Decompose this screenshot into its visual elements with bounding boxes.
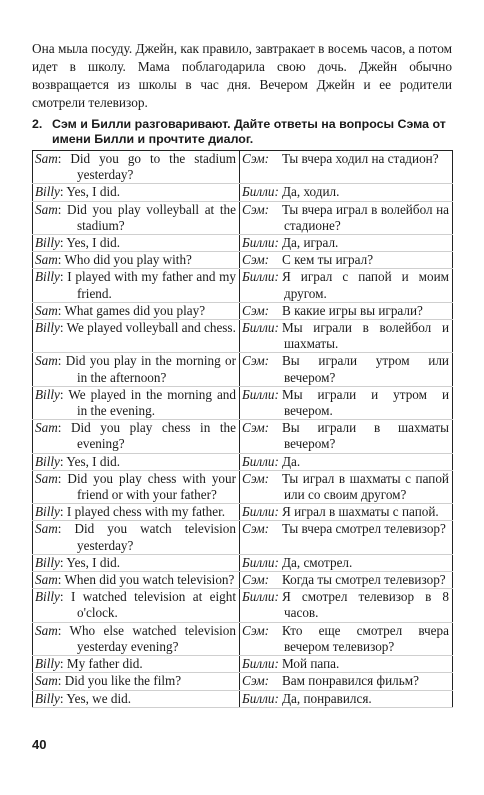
english-line: Sam: Did you play in the morning or in the afternoon?	[33, 353, 240, 386]
english-line: Billy: Yes, I did.	[33, 235, 240, 252]
english-line: Sam: Who did you play with?	[33, 252, 240, 269]
speaker-name-ru: Билли:	[242, 453, 279, 469]
russian-text: Мы играли в волейбол и шахматы.	[282, 320, 449, 352]
speaker-name-ru: Билли:	[242, 184, 279, 200]
english-text: Did you watch television yesterday?	[74, 521, 236, 553]
speaker-name: Billy	[35, 453, 60, 469]
russian-line	[240, 504, 453, 521]
english-text: Who did you play with?	[64, 252, 192, 268]
speaker-name: Billy	[35, 656, 60, 672]
speaker-name-ru: Сэм:	[242, 470, 270, 486]
speaker-name-ru: Сэм:	[242, 420, 270, 436]
speaker-name-ru: Сэм:	[242, 353, 270, 369]
dialog-row	[33, 504, 453, 521]
speaker-name-ru: Сэм:	[242, 151, 270, 166]
speaker-name: Billy	[35, 269, 60, 285]
russian-text: Ты вчера смотрел телевизор?	[282, 521, 446, 537]
russian-line	[240, 572, 453, 589]
english-text: Who else watched television yesterday evening?	[69, 622, 236, 654]
speaker-name-ru: Билли:	[242, 589, 279, 605]
english-line: Billy: I played with my father and my friend.	[33, 269, 240, 302]
english-line: Billy: We played volleyball and chess.	[33, 320, 240, 353]
russian-text: Я играл с папой и моим другом.	[282, 269, 449, 301]
english-text: We played volleyball and chess.	[66, 320, 236, 336]
russian-line	[240, 554, 453, 571]
english-line: Billy: We played in the morning and in the evening.	[33, 386, 240, 419]
russian-line	[240, 184, 453, 201]
dialog-row	[33, 302, 453, 319]
russian-text: Кто еще смотрел вчера вечером телевизор?	[282, 622, 449, 654]
english-line: Sam: When did you watch television?	[33, 572, 240, 589]
russian-text: Ты вчера ходил на стадион?	[282, 151, 439, 166]
speaker-name: Billy	[35, 184, 60, 200]
english-text: Yes, we did.	[66, 690, 131, 706]
russian-line	[240, 235, 453, 252]
russian-text: Ты играл в шахматы с папой или со своим другом?	[282, 470, 449, 503]
speaker-name-ru: Сэм:	[242, 302, 270, 318]
english-line: Sam: Did you play volleyball at the stadium?	[33, 201, 240, 234]
english-line: Sam: Who else watched television yesterday evening?	[33, 622, 240, 655]
speaker-name: Sam	[35, 572, 58, 588]
english-text: Did you go to the stadium yesterday?	[70, 151, 236, 183]
english-line: Sam: What games did you play?	[33, 302, 240, 319]
speaker-name: Sam	[35, 353, 58, 369]
speaker-name: Sam	[35, 622, 58, 638]
speaker-name: Billy	[35, 589, 60, 605]
russian-text: В какие игры вы играли?	[282, 302, 423, 318]
speaker-name-ru: Сэм:	[242, 673, 270, 689]
russian-line	[240, 521, 453, 554]
speaker-name: Billy	[35, 320, 60, 336]
english-text: Yes, I did.	[66, 184, 121, 200]
russian-line	[240, 252, 453, 269]
russian-text: Да, смотрел.	[282, 554, 353, 570]
russian-line	[240, 420, 453, 453]
english-line: Sam: Did you play chess with your friend or with your father?	[33, 470, 240, 503]
russian-line	[240, 656, 453, 673]
speaker-name: Billy	[35, 235, 60, 251]
speaker-name-ru: Билли:	[242, 554, 279, 570]
english-text: Did you play chess in the evening?	[70, 420, 236, 452]
russian-line	[240, 302, 453, 319]
speaker-name-ru: Сэм:	[242, 252, 270, 268]
speaker-name: Sam	[35, 470, 58, 486]
speaker-name: Sam	[35, 521, 58, 537]
dialog-row	[33, 622, 453, 655]
speaker-name-ru: Сэм:	[242, 521, 270, 537]
english-line: Sam: Did you go to the stadium yesterday?	[33, 151, 240, 184]
speaker-name-ru: Сэм:	[242, 622, 270, 638]
speaker-name-ru: Билли:	[242, 690, 279, 706]
english-text: Yes, I did.	[66, 235, 121, 251]
russian-text: Ты вчера играл в волейбол на стадионе?	[282, 201, 449, 233]
russian-text: Да, ходил.	[282, 184, 340, 200]
speaker-name: Sam	[35, 673, 58, 689]
english-line: Billy: Yes, I did.	[33, 184, 240, 201]
russian-line	[240, 386, 453, 419]
speaker-name-ru: Сэм:	[242, 201, 270, 217]
page-number: 40	[32, 737, 47, 752]
dialog-row	[33, 420, 453, 453]
russian-text: Да, понравился.	[282, 690, 372, 706]
russian-text: Мой папа.	[282, 656, 340, 672]
english-text: I watched television at eight o'clock.	[70, 589, 236, 621]
speaker-name: Sam	[35, 302, 58, 318]
russian-line	[240, 151, 453, 184]
english-text: Did you play chess with your friend or with your father?	[67, 470, 237, 503]
task-number: 2.	[32, 117, 43, 131]
dialog-row	[33, 554, 453, 571]
dialog-row	[33, 656, 453, 673]
speaker-name: Billy	[35, 504, 60, 520]
dialog-row	[33, 184, 453, 201]
speaker-name-ru: Билли:	[242, 235, 279, 251]
dialog-row	[33, 252, 453, 269]
dialog-row	[33, 453, 453, 470]
english-text: Did you play volleyball at the stadium?	[67, 201, 236, 233]
english-text: What games did you play?	[64, 302, 206, 318]
speaker-name: Sam	[35, 420, 58, 436]
russian-line	[240, 320, 453, 353]
russian-line	[240, 353, 453, 386]
speaker-name-ru: Билли:	[242, 386, 279, 402]
english-line: Sam: Did you watch television yesterday?	[33, 521, 240, 554]
russian-text: Когда ты смотрел телевизор?	[282, 572, 446, 588]
english-text: Did you like the film?	[64, 673, 182, 689]
russian-line	[240, 453, 453, 470]
dialog-table	[32, 150, 453, 708]
russian-text: Мы играли и утром и вечером.	[282, 386, 449, 419]
speaker-name: Billy	[35, 554, 60, 570]
speaker-name: Sam	[35, 252, 58, 268]
speaker-name-ru: Сэм:	[242, 572, 270, 588]
dialog-row	[33, 673, 453, 690]
english-line: Billy: I watched television at eight o'clock.	[33, 589, 240, 622]
english-text: Yes, I did.	[66, 453, 121, 469]
russian-line	[240, 201, 453, 234]
speaker-name: Sam	[35, 151, 58, 166]
russian-text: Вы играли утром или вечером?	[282, 353, 449, 385]
english-text: I played with my father and my friend.	[67, 269, 236, 301]
dialog-row	[33, 572, 453, 589]
russian-text: Я играл в шахматы с папой.	[282, 504, 439, 520]
russian-text: Да, играл.	[282, 235, 339, 251]
russian-text: С кем ты играл?	[282, 252, 374, 268]
english-line: Sam: Did you play chess in the evening?	[33, 420, 240, 453]
speaker-name: Billy	[35, 386, 60, 402]
speaker-name: Sam	[35, 201, 58, 217]
english-line: Billy: Yes, I did.	[33, 453, 240, 470]
dialog-row	[33, 235, 453, 252]
russian-text: Да.	[282, 453, 301, 469]
dialog-row	[33, 470, 453, 503]
speaker-name-ru: Билли:	[242, 269, 279, 285]
english-text: I played chess with my father.	[66, 504, 226, 520]
english-text: When did you watch television?	[64, 572, 235, 588]
dialog-row	[33, 201, 453, 234]
russian-line	[240, 589, 453, 622]
intro-paragraph: Она мыла посуду. Джейн, как правило, завтракает в восемь часов, а потом идет в школу. Мама поблагодарила свою дочь. Джейн обычно возвращается из школы в час дня. Вечером Джейн и ее родители смотрели телевизор.	[32, 41, 453, 110]
dialog-row	[33, 690, 453, 707]
dialog-row	[33, 353, 453, 386]
english-text: Did you play in the morning or in the afternoon?	[65, 353, 236, 385]
english-line: Billy: Yes, I did.	[33, 554, 240, 571]
speaker-name: Billy	[35, 690, 60, 706]
english-line: Billy: Yes, we did.	[33, 690, 240, 707]
english-line: Billy: My father did.	[33, 656, 240, 673]
russian-text: Вам понравился фильм?	[282, 673, 419, 689]
speaker-name-ru: Билли:	[242, 320, 279, 336]
dialog-row	[33, 386, 453, 419]
russian-line	[240, 690, 453, 707]
russian-line	[240, 622, 453, 655]
russian-line	[240, 269, 453, 302]
speaker-name-ru: Билли:	[242, 656, 279, 672]
dialog-row	[33, 269, 453, 302]
english-text: We played in the morning and in the evening.	[68, 386, 236, 419]
dialog-row	[33, 521, 453, 554]
russian-line	[240, 673, 453, 690]
task-heading	[32, 117, 452, 147]
dialog-row	[33, 151, 453, 184]
russian-line	[240, 470, 453, 503]
english-line: Sam: Did you like the film?	[33, 673, 240, 690]
russian-text: Вы играли в шахматы вечером?	[282, 420, 449, 452]
english-text: My father did.	[66, 656, 143, 672]
speaker-name-ru: Билли:	[242, 504, 279, 520]
english-line: Billy: I played chess with my father.	[33, 504, 240, 521]
dialog-row	[33, 320, 453, 353]
task-instruction: Сэм и Билли разговаривают. Дайте ответы на вопросы Сэма от имени Билли и прочтите диалог.	[52, 117, 446, 146]
english-text: Yes, I did.	[66, 554, 121, 570]
russian-text: Я смотрел телевизор в 8 часов.	[282, 589, 449, 621]
dialog-row	[33, 589, 453, 622]
